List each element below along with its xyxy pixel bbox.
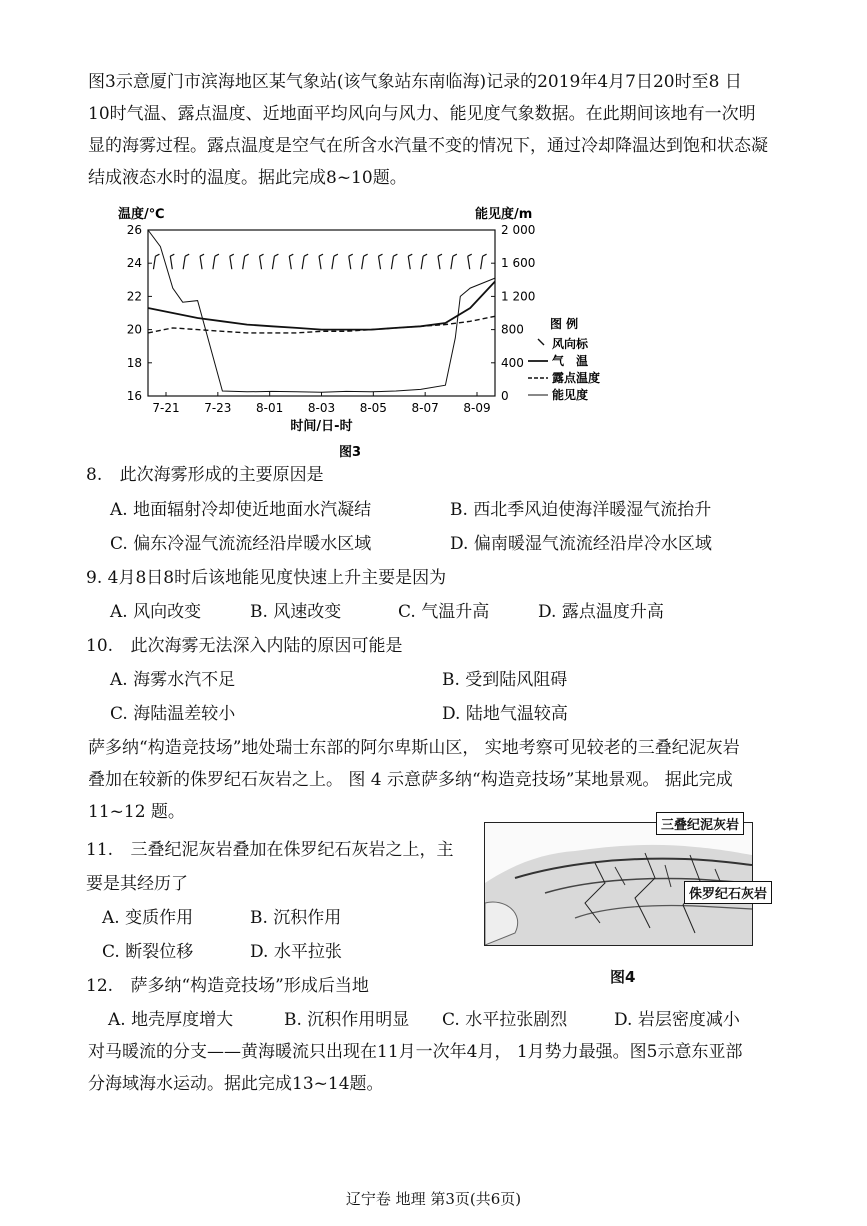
wind-barb [391,256,393,269]
q8-option-a[interactable]: A. 地面辐射冷却使近地面水汽凝结 [110,500,372,520]
x-tick-label: 7-23 [204,401,232,415]
question-stem: 此次海雾无法深入内陆的原因可能是 [130,636,403,656]
wind-barb-flag [468,254,472,256]
label-triassic-marl: 三叠纪泥灰岩 [656,812,744,835]
wind-barb-flag [319,254,323,256]
wind-barb-flag [200,254,204,256]
q12-option-a[interactable]: A. 地壳厚度增大 [108,1010,234,1030]
intro2-line: 11~12 题。 [88,802,185,822]
question-11-stem-line-2: 要是其经历了 [86,874,188,894]
y-right-tick-label: 400 [501,355,524,370]
question-number: 11. [86,840,114,860]
wind-barb-flag [483,254,487,256]
wind-barb [289,256,291,269]
x-tick-label: 8-05 [359,401,387,415]
wind-barb [243,256,245,269]
question-number: 10. [86,636,114,656]
question-stem: 此次海雾形成的主要原因是 [119,465,324,485]
intro1-line: 显的海雾过程。露点温度是空气在所含水汽量不变的情况下，通过冷却降温达到饱和状态凝 [88,136,768,156]
question-number: 8. [86,465,103,485]
figure-4-caption: 图4 [610,968,636,986]
question-stem: 萨多纳“构造竞技场”形成后当地 [130,976,369,996]
q9-option-d[interactable]: D. 露点温度升高 [538,602,664,622]
q12-option-d[interactable]: D. 岩层密度减小 [614,1010,740,1030]
q8-option-d[interactable]: D. 偏南暖湿气流流经沿岸冷水区域 [450,534,712,554]
intro2-line: 萨多纳“构造竞技场”地处瑞士东部的阿尔卑斯山区， 实地考察可见较老的三叠纪泥灰岩 [88,738,740,758]
wind-barb-flag [260,254,264,256]
wind-barb-flag [379,254,383,256]
y-left-axis-label: 温度/℃ [118,207,165,222]
legend-label: 能见度 [552,388,589,402]
wind-barb-flag [230,254,234,256]
legend-label: 露点温度 [552,371,601,385]
series-line-solid [148,282,495,330]
label-jurassic-limestone: 侏罗纪石灰岩 [684,881,772,904]
q10-option-d[interactable]: D. 陆地气温较高 [442,704,568,724]
x-tick-label: 8-03 [307,401,336,415]
wind-barb [260,256,262,269]
wind-barb-flag [304,254,308,256]
legend-label: 气 温 [552,354,589,368]
legend-swatch-wind [538,339,544,345]
y-right-tick-label: 800 [501,322,524,337]
wind-barb [408,256,410,269]
intro1-line: 图3示意厦门市滨海地区某气象站(该气象站东南临海)记录的2019年4月7日20时至8 日 [88,72,742,92]
wind-barb-flag [155,254,159,256]
intro-paragraph-1 [88,66,788,194]
wind-barb-flag [364,254,368,256]
q11-option-b[interactable]: B. 沉积作用 [250,908,342,928]
q10-option-c[interactable]: C. 海陆温差较小 [110,704,236,724]
page-footer: 辽宁卷 地理 第3页(共6页) [345,1190,522,1208]
q11-option-a[interactable]: A. 变质作用 [102,908,194,928]
question-8 [86,463,324,487]
question-9 [86,566,446,590]
wind-barb-flag [393,254,397,256]
wind-barb [170,256,172,269]
y-right-tick-label: 1 600 [501,256,536,271]
y-right-tick-label: 2 000 [501,223,536,237]
y-left-tick-label: 24 [126,256,142,271]
wind-barb [213,256,215,269]
x-tick-label: 8-01 [256,401,284,415]
wind-barb [362,256,364,269]
q8-option-c[interactable]: C. 偏东冷湿气流流经沿岸暖水区域 [110,534,372,554]
wind-barb [481,256,483,269]
x-tick-label: 8-07 [411,401,439,415]
question-stem-line: 三叠纪泥灰岩叠加在侏罗纪石灰岩之上，主 [130,840,454,860]
y-left-tick-label: 26 [126,223,142,237]
legend-label: 风向标 [552,337,589,351]
question-number: 12. [86,976,114,996]
x-axis-label: 时间/日-时 [290,419,353,434]
question-11 [86,838,453,862]
figure-3-caption: 图3 [338,445,362,460]
q11-option-c[interactable]: C. 断裂位移 [102,942,194,962]
wind-barb [230,256,232,269]
wind-barb [421,256,423,269]
y-left-tick-label: 22 [126,289,142,304]
q9-option-c[interactable]: C. 气温升高 [398,602,490,622]
intro1-line: 结成液态水时的温度。据此完成8~10题。 [88,168,407,188]
wind-barb [183,256,185,269]
wind-barb-flag [349,254,353,256]
wind-barb [153,256,155,269]
x-tick-label: 7-21 [152,401,180,415]
q12-option-c[interactable]: C. 水平拉张剧烈 [442,1010,568,1030]
wind-barb [200,256,202,269]
wind-barb-flag [215,254,219,256]
q11-option-d[interactable]: D. 水平拉张 [250,942,342,962]
question-10 [86,634,402,658]
y-left-tick-label: 18 [126,355,142,370]
wind-barb [272,256,274,269]
q9-option-a[interactable]: A. 风向改变 [110,602,202,622]
wind-barb [438,256,440,269]
intro1-line: 10时气温、露点温度、近地面平均风向与风力、能见度气象数据。在此期间该地有一次明 [88,104,756,124]
wind-barb-flag [453,254,457,256]
wind-barb [332,256,334,269]
wind-barb-flag [408,254,412,256]
wind-barb-flag [245,254,249,256]
intro3-line: 分海域海水运动。据此完成13~14题。 [88,1074,384,1094]
question-12 [86,974,369,998]
wind-barb [319,256,321,269]
q9-option-b[interactable]: B. 风速改变 [250,602,342,622]
intro-paragraph-3 [88,1036,788,1100]
wind-barb [349,256,351,269]
figure-3-chart [110,200,610,462]
y-right-axis-label: 能见度/m [475,207,533,222]
x-tick-label: 8-09 [463,401,491,415]
q10-option-b[interactable]: B. 受到陆风阻碍 [442,670,568,690]
wind-barb-flag [274,254,278,256]
question-number: 9. [86,568,103,588]
wind-barb [468,256,470,269]
q12-option-b[interactable]: B. 沉积作用明显 [284,1010,410,1030]
wind-barb-flag [334,254,338,256]
wind-barb [379,256,381,269]
wind-barb [302,256,304,269]
y-left-tick-label: 20 [126,322,142,337]
question-stem: 4月8日8时后该地能见度快速上升主要是因为 [107,568,447,588]
q8-option-b[interactable]: B. 西北季风迫使海洋暖湿气流抬升 [450,500,712,520]
intro2-line: 叠加在较新的侏罗纪石灰岩之上。 图 4 示意萨多纳“构造竞技场”某地景观。 据此完成 [88,770,733,790]
y-right-tick-label: 0 [501,389,509,403]
wind-barb-flag [438,254,442,256]
legend-title: 图 例 [550,317,579,331]
wind-barb-flag [170,254,174,256]
intro3-line: 对马暖流的分支——黄海暖流只出现在11月一次年4月， 1月势力最强。图5示意东亚部 [88,1042,743,1062]
y-left-tick-label: 16 [126,389,142,403]
wind-barb [451,256,453,269]
wind-barb-flag [185,254,189,256]
q10-option-a[interactable]: A. 海雾水汽不足 [110,670,236,690]
wind-barb-flag [423,254,427,256]
y-right-tick-label: 1 200 [501,289,536,304]
wind-barb-flag [289,254,293,256]
